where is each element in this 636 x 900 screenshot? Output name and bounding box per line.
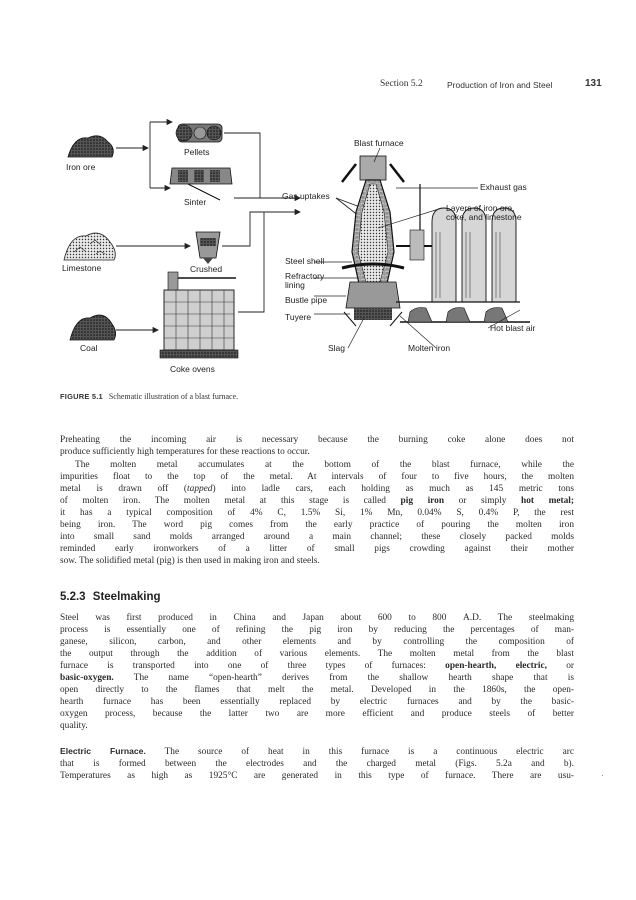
margin-mark: · bbox=[601, 771, 604, 780]
blast-furnace-illustration bbox=[60, 112, 560, 387]
label-layers-line1: Layers of iron ore, bbox=[446, 203, 515, 213]
text-line: it has a typical composition of 4% C, 1.5% Si, 1% Mn, 0.04% S, 0.4% P, the rest bbox=[60, 508, 574, 518]
text-run: of molten iron. The molten metal at this stage is called bbox=[60, 496, 401, 506]
text-line: oxygen process, because the latter two are more efficient and produce steels of better bbox=[60, 709, 574, 719]
term-hot-metal: hot metal; bbox=[521, 496, 574, 506]
text-line bbox=[60, 483, 574, 495]
limestone-heap bbox=[64, 233, 115, 260]
text-run: The name “open-hearth” derives from the shallow hearth shape that is bbox=[113, 673, 574, 683]
running-title: Production of Iron and Steel bbox=[447, 80, 553, 90]
label-slag: Slag bbox=[328, 343, 346, 353]
label-hot-blast-air: Hot blast air bbox=[490, 323, 536, 333]
figure-number: FIGURE 5.1 bbox=[60, 392, 103, 401]
section-heading-number: 5.2.3 bbox=[60, 591, 86, 603]
label-exhaust-gas: Exhaust gas bbox=[480, 182, 527, 192]
text-line: produce sufficiently high temperatures for these reactions to occur. bbox=[60, 447, 310, 457]
run-in-heading: Electric Furnace. bbox=[60, 746, 146, 756]
term-pig-iron: pig iron bbox=[400, 496, 445, 506]
figure-caption bbox=[60, 392, 238, 401]
label-refractory-line2: lining bbox=[285, 279, 305, 290]
paragraph-molten-metal bbox=[60, 459, 574, 567]
section-heading-title: Steelmaking bbox=[92, 591, 161, 603]
coal-heap bbox=[70, 315, 116, 340]
label-coal: Coal bbox=[80, 343, 98, 353]
label-sinter: Sinter bbox=[184, 197, 207, 207]
text-line: process is essentially one of refining the pig iron by reducing the percentages of man- bbox=[60, 625, 574, 635]
label-iron-ore: Iron ore bbox=[66, 162, 96, 172]
term-basic-oxygen: basic-oxygen. bbox=[60, 673, 114, 683]
paragraph-electric-furnace bbox=[60, 745, 574, 782]
text-line: open directly to the flames that melt the metal. Developed in the 1860s, the open- bbox=[60, 685, 574, 695]
page-number: 131 bbox=[585, 78, 602, 89]
label-bustle-pipe: Bustle pipe bbox=[285, 295, 328, 305]
text-run: or bbox=[546, 661, 575, 671]
paragraph-preheating bbox=[60, 434, 574, 458]
label-coke-ovens: Coke ovens bbox=[170, 364, 215, 374]
label-limestone: Limestone bbox=[62, 263, 102, 273]
text-line: Preheating the incoming air is necessary because the burning coke alone does not bbox=[60, 435, 574, 445]
text-line: into small sand molds arranged around a main channel; these closely packed molds bbox=[60, 532, 574, 542]
label-tuyere: Tuyere bbox=[285, 312, 312, 322]
text-run: metal is drawn off ( bbox=[60, 484, 188, 494]
term-tapped: tapped bbox=[187, 484, 213, 494]
label-layers bbox=[446, 204, 522, 222]
text-line: The molten metal accumulates at the bottom of the blast furnace, while the bbox=[75, 460, 574, 470]
text-run: Steel was first produced in China and Japan about 600 to 800 bbox=[60, 613, 464, 623]
iron-ore-heap bbox=[68, 136, 113, 157]
text-run: furnace is transported into one of three types of furnaces: bbox=[60, 661, 446, 671]
label-pellets: Pellets bbox=[184, 147, 210, 157]
text-line bbox=[60, 495, 574, 507]
text-run: A.D. bbox=[463, 613, 482, 623]
text-line: hearth furnace has been essentially replaced by electric furnaces and by the basic- bbox=[60, 697, 574, 707]
label-refractory bbox=[285, 272, 324, 290]
sinter-plant bbox=[170, 168, 232, 200]
text-line: the output through the addition of various elements. The molten metal from the blast bbox=[60, 649, 574, 659]
figure-caption-text: Schematic illustration of a blast furnace. bbox=[108, 392, 239, 401]
section-label: Section 5.2 bbox=[380, 79, 423, 89]
text-line: reminded early ironworkers of a litter of small pigs crowding against their mother bbox=[60, 544, 574, 554]
text-line bbox=[60, 660, 574, 672]
blast-furnace-figure bbox=[60, 112, 560, 387]
text-line: that is formed between the electrodes and the charged metal (Figs. 5.2a and b). bbox=[60, 759, 574, 769]
label-steel-shell: Steel shell bbox=[285, 256, 325, 266]
text-run: ) into ladle cars, each holding as much as 145 metric tons bbox=[212, 484, 574, 494]
limestone-crusher bbox=[196, 232, 220, 264]
flow-arrows bbox=[116, 122, 368, 330]
term-furnace-types: open-hearth, electric, bbox=[445, 661, 547, 671]
hot-blast-stoves bbox=[396, 184, 520, 302]
text-run: The steelmaking bbox=[481, 613, 574, 623]
label-crushed: Crushed bbox=[190, 264, 223, 274]
text-line bbox=[60, 672, 574, 684]
text-line bbox=[60, 745, 574, 758]
text-line: being iron. The word pig comes from the early practice of pouring the molten iron bbox=[60, 520, 574, 530]
label-refractory-line1: Refractory bbox=[285, 271, 325, 281]
text-line: ganese, silicon, carbon, and other elements and by controlling the composition of bbox=[60, 637, 574, 647]
label-layers-line2: coke, and limestone bbox=[446, 211, 522, 222]
pelletizing-drum bbox=[176, 124, 222, 142]
text-line: Temperatures as high as 1925°C are generated in this type of furnace. There are usu- bbox=[60, 771, 574, 781]
coke-ovens bbox=[160, 272, 238, 358]
text-line: sow. The solidified metal (pig) is then used in making iron and steels. bbox=[60, 556, 320, 566]
ladle-cars bbox=[400, 308, 530, 323]
blast-furnace-body bbox=[342, 156, 404, 326]
text-line: quality. bbox=[60, 721, 88, 731]
text-line bbox=[60, 612, 574, 624]
label-gas-uptakes: Gas uptakes bbox=[282, 191, 330, 201]
text-run: The source of heat in this furnace is a continuous electric arc bbox=[145, 747, 574, 757]
text-run: or simply bbox=[444, 496, 522, 506]
section-heading bbox=[60, 591, 161, 603]
paragraph-steelmaking bbox=[60, 612, 574, 732]
text-line: impurities float to the top of the metal. At intervals of four to five hours, the molten bbox=[60, 472, 574, 482]
label-molten-iron: Molten iron bbox=[408, 343, 451, 353]
label-blast-furnace: Blast furnace bbox=[354, 138, 404, 148]
